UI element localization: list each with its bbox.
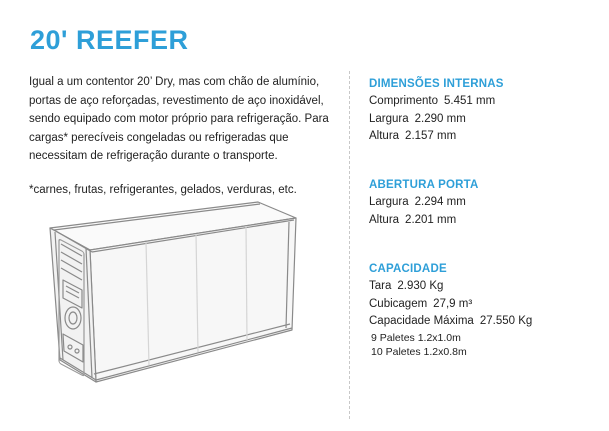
spec-label: Altura [369, 213, 400, 226]
spec-value: 2.294 mm [414, 196, 466, 208]
spec-row-width [369, 111, 599, 129]
spec-value: 5.451 mm [444, 95, 496, 107]
spec-label: Largura [369, 196, 409, 208]
spec-label: Comprimento [369, 95, 439, 107]
capacity-heading: CAPACIDADE [369, 263, 447, 275]
spec-value: 2.201 mm [405, 213, 457, 226]
spec-label: Capacidade Máxima [369, 315, 474, 327]
description-paragraph: Igual a um contentor 20’ Dry, mas com chão de alumínio, portas de aço reforçadas, revestimento de aço inoxidável, sendo equipado com motor próprio para refrigeração. Para cargas* perecíveis congeladas ou refrigeradas que necessitam de refrigeração durante o transporte. [29, 76, 329, 162]
spec-row-height [369, 128, 599, 146]
spec-value: 2.930 Kg [397, 280, 444, 292]
pallet-row: 10 Paletes 1.2x0.8m [371, 345, 467, 358]
spec-row-door-width [369, 194, 599, 212]
capacity-section [369, 261, 599, 359]
internal-dimensions-heading: DIMENSÕES INTERNAS [369, 78, 504, 90]
reefer-container-illustration [46, 190, 306, 390]
spec-label: Cubicagem [369, 297, 428, 310]
column-divider [349, 71, 350, 419]
description [29, 73, 349, 199]
spec-label: Largura [369, 112, 409, 125]
spec-label: Tara [369, 280, 392, 292]
spec-row-door-height [369, 212, 599, 230]
spec-label: Altura [369, 130, 400, 142]
spec-value: 2.290 mm [414, 112, 466, 125]
spec-row-tare [369, 278, 599, 296]
spec-value: 27,9 m³ [433, 297, 473, 310]
spec-row-length [369, 93, 599, 111]
internal-dimensions-section [369, 76, 599, 146]
spec-row-max-capacity [369, 313, 599, 331]
page-title: 20' REEFER [30, 25, 189, 55]
spec-row-volume [369, 296, 599, 314]
spec-value: 27.550 Kg [479, 315, 533, 327]
door-opening-heading: ABERTURA PORTA [369, 179, 479, 191]
spec-value: 2.157 mm [405, 130, 457, 142]
door-opening-section [369, 177, 599, 229]
pallet-row: 9 Paletes 1.2x1.0m [371, 331, 461, 344]
cargo-note: *carnes, frutas, refrigerantes, gelados, verduras, etc. [29, 183, 297, 196]
